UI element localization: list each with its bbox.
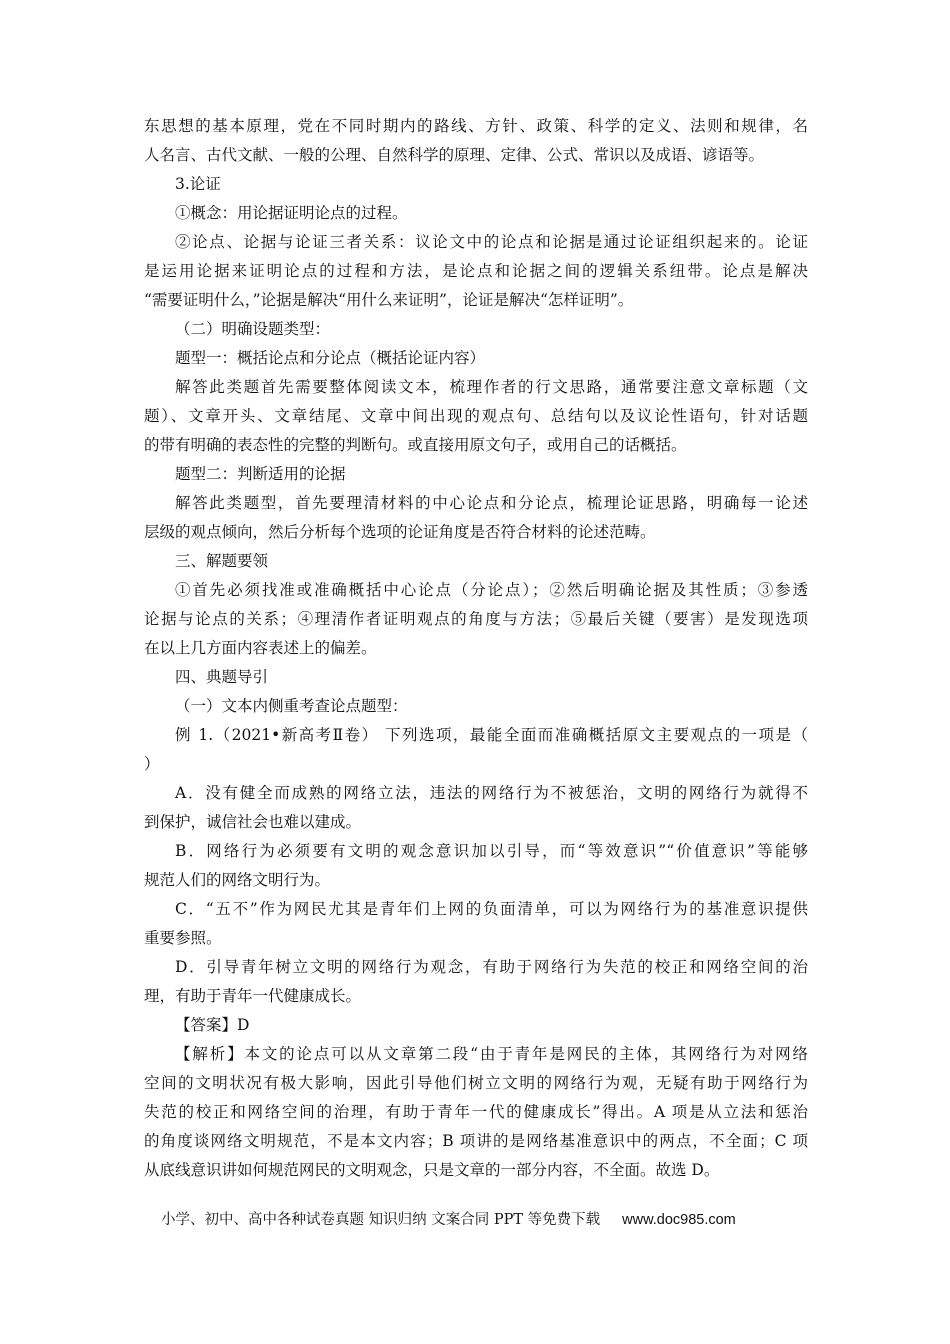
text-line: ①概念：用论据证明论点的过程。 (175, 204, 408, 222)
text-line: 在以上几方面内容表述上的偏差。 (144, 639, 377, 657)
text-line: 是运用论据来证明论点的过程和方法，是论点和论据之间的逻辑关系纽带。论点是解决 (144, 262, 808, 280)
option-a: A．没有健全而成熟的网络立法，违法的网络行为不被惩治，文明的网络行为就得不 (175, 784, 808, 802)
answer-line: 【答案】D (175, 1016, 250, 1034)
text-line: 题型二：判断适用的论据 (175, 465, 346, 483)
text-line: 题型一：概括论点和分论点（概括论证内容） (175, 349, 486, 367)
page-footer (161, 1208, 801, 1232)
option-d-cont: 理，有助于青年一代健康成长。 (144, 987, 362, 1005)
section-heading: 三、解题要领 (175, 552, 269, 570)
question-line: ） (144, 755, 160, 773)
option-b: B．网络行为必须要有文明的观念意识加以引导，而“等效意识”“价值意识”等能够 (175, 842, 808, 860)
text-line: 论据与论点的关系；④理清作者证明观点的角度与方法；⑤最后关键（要害）是发现选项 (144, 610, 808, 628)
analysis-line: 的角度谈网络文明规范，不是本文内容；B 项讲的是网络基准意识中的两点，不全面；C 项 (144, 1132, 808, 1150)
analysis-line: 从底线意识讲如何规范网民的文明观念，只是文章的一部分内容，不全面。故选 D。 (144, 1161, 720, 1179)
text-line: 人名言、古代文献、一般的公理、自然科学的原理、定律、公式、常识以及成语、谚语等。 (144, 146, 765, 164)
option-a-cont: 到保护，诚信社会也难以建成。 (144, 813, 362, 831)
option-d: D．引导青年树立文明的网络行为观念，有助于网络行为失范的校正和网络空间的治 (175, 958, 808, 976)
text-line: 层级的观点倾向，然后分析每个选项的论证角度是否符合材料的论述范畴。 (144, 523, 656, 541)
section-heading: （一）文本内侧重考查论点题型： (175, 697, 408, 715)
text-line: 的带有明确的表态性的完整的判断句。或直接用原文句子，或用自己的话概括。 (144, 436, 687, 454)
text-line: ②论点、论据与论证三者关系：议论文中的论点和论据是通过论证组织起来的。论证 (175, 233, 808, 251)
analysis-line: 【解析】本文的论点可以从文章第二段“由于青年是网民的主体，其网络行为对网络 (175, 1045, 808, 1063)
option-c: C．“五不”作为网民尤其是青年们上网的负面清单，可以为网络行为的基准意识提供 (175, 900, 808, 918)
document-body (144, 112, 808, 1185)
text-line: “需要证明什么，”论据是解决“用什么来证明”，论证是解决“怎样证明”。 (144, 291, 634, 309)
analysis-line: 空间的文明状况有极大影响，因此引导他们树立文明的网络行为观，无疑有助于网络行为 (144, 1074, 808, 1092)
option-c-cont: 重要参照。 (144, 929, 222, 947)
question-line: 例 1.（2021•新高考Ⅱ卷） 下列选项，最能全面而准确概括原文主要观点的一项是（ (175, 726, 808, 744)
text-line: 题）、文章开头、文章结尾、文章中间出现的观点句、总结句以及议论性语句，针对话题 (144, 407, 808, 425)
option-b-cont: 规范人们的网络文明行为。 (144, 871, 331, 889)
text-line: 解答此类题型，首先要理清材料的中心论点和分论点，梳理论证思路，明确每一论述 (175, 494, 808, 512)
footer-url: www.doc985.com (622, 1212, 736, 1228)
text-line: 东思想的基本原理，党在不同时期内的路线、方针、政策、科学的定义、法则和规律，名 (144, 117, 808, 135)
analysis-line: 失范的校正和网络空间的治理，有助于青年一代的健康成长”得出。A 项是从立法和惩治 (144, 1103, 808, 1121)
section-heading: 3.论证 (175, 175, 221, 193)
footer-text: 小学、初中、高中各种试卷真题 知识归纳 文案合同 PPT 等免费下载 (161, 1212, 601, 1228)
section-heading: 四、典题导引 (175, 668, 269, 686)
text-line: 解答此类题首先需要整体阅读文本，梳理作者的行文思路，通常要注意文章标题（文 (175, 378, 808, 396)
section-heading: （二）明确设题类型： (175, 320, 331, 338)
text-line: ①首先必须找准或准确概括中心论点（分论点）；②然后明确论据及其性质；③参透 (175, 581, 808, 599)
